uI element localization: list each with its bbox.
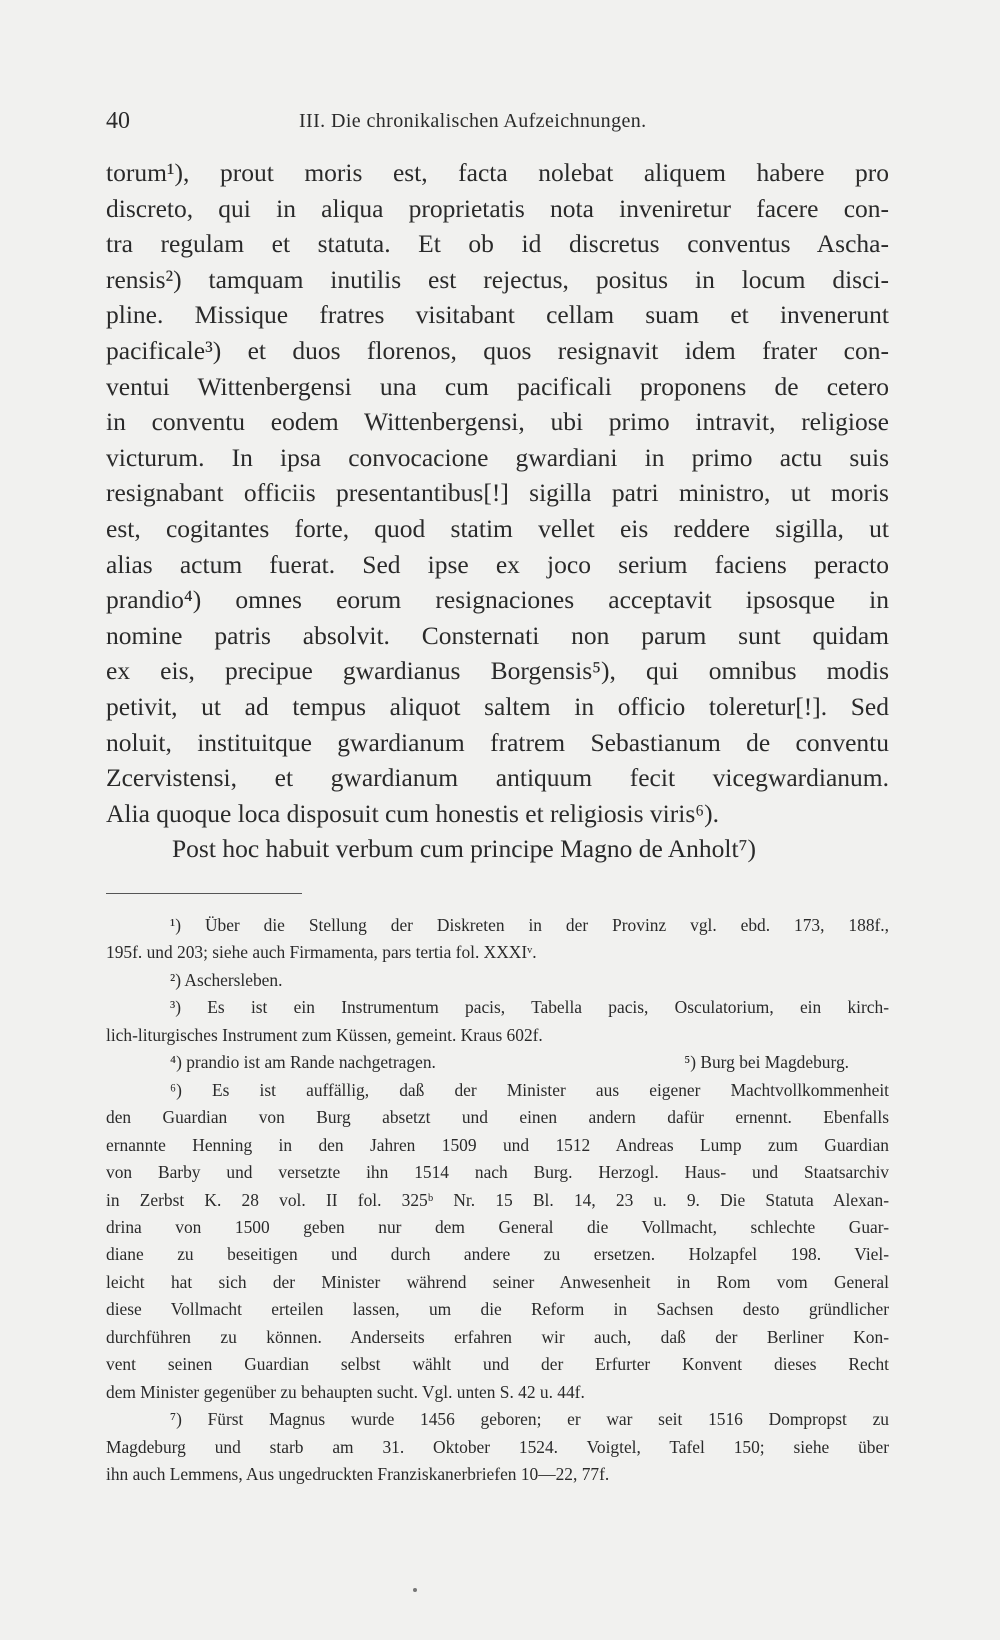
footnote-5: ⁵) Burg bei Magdeburg. — [684, 1052, 849, 1073]
text-line: Alia quoque loca disposuit cum honestis et religiosis viris⁶). — [106, 798, 720, 828]
text-line: prandio⁴) omnes eorum resignaciones acceptavit ipsosque in — [106, 585, 889, 615]
text-line: ventui Wittenbergensi una cum pacificali proponens de cetero — [106, 371, 889, 401]
text-line: alias actum fuerat. Sed ipse ex joco serium faciens peracto — [106, 549, 889, 579]
main-text-block — [106, 155, 889, 867]
footnote-7 — [106, 1406, 889, 1488]
footnotes-4-5-row — [106, 1049, 889, 1076]
text-line: tra regulam et statuta. Et ob id discretus conventus Ascha- — [106, 229, 889, 259]
footnote-line: in Zerbst K. 28 vol. II fol. 325ᵇ Nr. 15 Bl. 14, 23 u. 9. Die Statuta Alexan- — [106, 1189, 889, 1210]
footnote-line: ²) Aschersleben. — [170, 969, 283, 990]
page-header — [106, 108, 896, 140]
footnotes-block — [106, 912, 889, 1489]
text-line: pline. Missique fratres visitabant cellam suam et invenerunt — [106, 300, 889, 330]
footnote-line: durchführen zu können. Anderseits erfahren wir auch, daß der Berliner Kon- — [106, 1326, 889, 1347]
text-line: victurum. In ipsa convocacione gwardiani in primo actu suis — [106, 442, 889, 472]
text-line: rensis²) tamquam inutilis est rejectus, positus in locum disci- — [106, 264, 889, 294]
footnote-2 — [106, 967, 889, 994]
footnote-1 — [106, 912, 889, 967]
footnote-line: ihn auch Lemmens, Aus ungedruckten Franziskanerbriefen 10—22, 77f. — [106, 1464, 610, 1485]
footnote-line: den Guardian von Burg absetzt und einen andern dafür ernennt. Ebenfalls — [106, 1107, 889, 1128]
print-speck — [413, 1588, 417, 1592]
page-number: 40 — [106, 108, 130, 134]
footnote-line: ⁷) Fürst Magnus wurde 1456 geboren; er war seit 1516 Dompropst zu — [170, 1409, 889, 1430]
footnote-line: ³) Es ist ein Instrumentum pacis, Tabella pacis, Osculatorium, ein kirch- — [170, 997, 889, 1018]
footnote-line: ¹) Über die Stellung der Diskreten in der Provinz vgl. ebd. 173, 188f., — [170, 915, 889, 935]
text-line: est, cogitantes forte, quod statim vellet eis reddere sigilla, ut — [106, 513, 889, 543]
footnote-line: diane zu beseitigen und durch andere zu ersetzen. Holzapfel 198. Viel- — [106, 1244, 889, 1265]
footnote-3 — [106, 994, 889, 1049]
footnote-line: leicht hat sich der Minister während seiner Anwesenheit in Rom vom General — [106, 1271, 889, 1292]
footnote-line: Magdeburg und starb am 31. Oktober 1524. Voigtel, Tafel 150; siehe über — [106, 1436, 889, 1457]
text-line: resignabant officiis presentantibus[!] sigilla patri ministro, ut moris — [106, 478, 889, 508]
footnote-line: diese Vollmacht erteilen lassen, um die Reform in Sachsen desto gründlicher — [106, 1299, 889, 1320]
running-head: III. Die chronikalischen Aufzeichnungen. — [299, 110, 647, 132]
text-line: torum¹), prout moris est, facta nolebat aliquem habere pro — [106, 158, 889, 187]
text-line: noluit, instituitque gwardianum fratrem Sebastianum de conventu — [106, 727, 889, 757]
footnote-line: lich-liturgisches Instrument zum Küssen, gemeint. Kraus 602f. — [106, 1024, 543, 1045]
footnote-line: ernannte Henning in den Jahren 1509 und 1512 Andreas Lump zum Guardian — [106, 1134, 889, 1155]
footnote-separator — [106, 893, 302, 894]
footnote-line: drina von 1500 geben nur dem General die Vollmacht, schlechte Guar- — [106, 1216, 889, 1237]
footnote-line: von Barby und versetzte ihn 1514 nach Burg. Herzogl. Haus- und Staatsarchiv — [106, 1162, 889, 1183]
text-line: discreto, qui in aliqua proprietatis nota inveniretur facere con- — [106, 193, 889, 223]
footnote-line: 195f. und 203; siehe auch Firmamenta, pars tertia fol. XXXIᵛ. — [106, 942, 537, 963]
text-line: ex eis, precipue gwardianus Borgensis⁵), qui omnibus modis — [106, 656, 889, 686]
footnote-line: vent seinen Guardian selbst wählt und der Erfurter Konvent dieses Recht — [106, 1354, 889, 1375]
text-line: pacificale³) et duos florenos, quos resignavit idem frater con- — [106, 335, 889, 365]
text-line: in conventu eodem Wittenbergensi, ubi primo intravit, religiose — [106, 407, 889, 437]
text-line: petivit, ut ad tempus aliquot saltem in officio toleretur[!]. Sed — [106, 691, 889, 721]
text-line: Zcervistensi, et gwardianum antiquum fecit vicegwardianum. — [106, 763, 889, 793]
footnote-6 — [106, 1077, 889, 1406]
footnote-line: ⁶) Es ist auffällig, daß der Minister aus eigener Machtvollkommenheit — [170, 1079, 889, 1100]
footnote-4: ⁴) prandio ist am Rande nachgetragen. — [170, 1052, 436, 1073]
text-line: Post hoc habuit verbum cum principe Magno de Anholt⁷) — [172, 834, 756, 864]
text-line: nomine patris absolvit. Consternati non parum sunt quidam — [106, 620, 889, 650]
footnote-line: dem Minister gegenüber zu behaupten sucht. Vgl. unten S. 42 u. 44f. — [106, 1381, 585, 1402]
